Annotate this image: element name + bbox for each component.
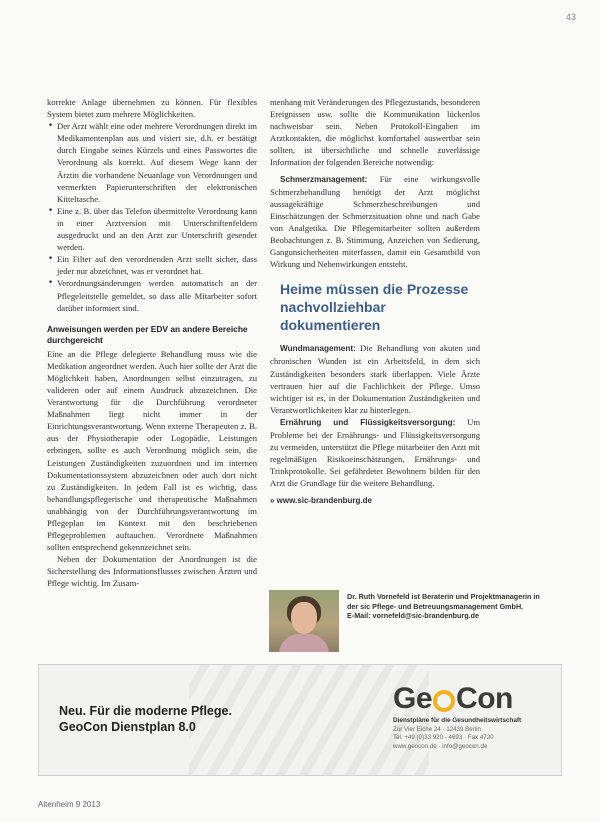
author-bio <box>347 592 547 621</box>
brand-wordmark <box>393 683 543 715</box>
schmerz-text: Für eine wirkungsvolle Schmerzbehandlung benötigt der Arzt möglichst aussagekräftige Schmerzbeschreibungen und Einschätzungen der Schmerzsituation ohne und nach Gabe von Analgetika. Die Pflegemitarbeiter sollten außerdem Beobachtungen z. B. Stimmung, Anzeichen von Sedierung, Gangunsicherheiten miterfassen, damit ein Gesamtbild von Wirkung und Nebenwirkungen entsteht. <box>270 173 480 270</box>
geocon-advertisement[interactable] <box>38 664 562 776</box>
author-photo <box>269 590 339 652</box>
left-column <box>47 96 257 590</box>
right-intro: menhang mit Veränderungen des Pflegezustands, besonderen Ereignissen usw. sollte die Kommunikation lückenlos nachweisbar sein. Neben Protokoll-Eingaben im Arztkontakten, die möglichst komfortabel auswertbar sein sollten, ist übersichtliche und schnelle zuverlässige Information der folgenden Bereiche notwendig: <box>270 97 480 168</box>
schmerz-heading: Schmerzmanagement: <box>280 174 368 184</box>
schmerz-paragraph <box>270 173 480 271</box>
brand-contact <box>393 726 543 751</box>
ernaehrung-heading: Ernährung und Flüssigkeitsversorgung: <box>280 417 456 427</box>
brand-left: Ge <box>393 682 433 715</box>
ad-line-1: Neu. Für die moderne Pflege. <box>59 704 232 718</box>
bullet-list <box>47 120 257 314</box>
wund-paragraph <box>270 342 480 416</box>
wund-text: Die Behandlung von akuten und chronischen Wunden ist ein Arbeitsfeld, in dem sich Zuständigkeiten besonders stark überlappen. Viele Ärzte vertrauen hier auf die Fachlichkeit der Pflege. Umso wichtiger ist es, in der Dokumentation Zuständigkeiten und Verantwortlichkeiten klar zu hinterlegen. <box>270 343 480 415</box>
ad-line-2: GeoCon Dienstplan 8.0 <box>59 720 196 734</box>
section-subhead: Anweisungen werden per EDV an andere Bereiche durchgereicht <box>47 323 248 345</box>
geocon-logo <box>393 683 543 751</box>
bullet-item: • Eine z. B. über das Telefon übermittelte Verordnung kann in einer Arztversion mit Unterschriftenfeldern ausgedruckt und an den Arzt zur Unterschrift gesendet werden. <box>57 205 257 253</box>
brand-right: Con <box>456 682 513 715</box>
page-footer: Altenheim 9 2013 <box>38 800 101 809</box>
body-paragraph: Eine an die Pflege delegierte Behandlung muss wie die Medikation angeordnet werden. Auch hier sollte der Arzt die Möglichkeit haben, Anordnungen selbst einzutragen, zu valideren oder auf einem Ausdruck abzuzeichnen. Die Verantwortung für die Durchführung verordneter Maßnahmen liegt nicht immer in der Einrichtungsverantwortung. Wenn externe Therapeuten z. B. aus der Physiotherapie oder Logopädie, Leistungen erbringen, sollte es auch Verordnung möglich sein, die Leistungen Zuständigkeiten zuzuordnen und im internen Dokumentationssystem abzuzeichnen oder auch dort nicht zu Zuständigkeiten. In jedem Fall ist es wichtig, dass behandlungspflegerische und therapeutische Maßnahmen unabhängig von der Durchführungsverantwortung im Pflegeplan im Kontext mit den beschriebenen Pflegeproblemen auftauchen. Verordnete Maßnahmen sollten entsprechend gekennzeichnet sein. <box>47 348 257 553</box>
author-bio-line: Dr. Ruth Vornefeld ist Beraterin und Projektmanagerin in der sic Pflege- und Betreuungsmanagement GmbH. <box>347 592 540 611</box>
website-link[interactable]: » www.sic-brandenburg.de <box>270 496 372 506</box>
wund-heading: Wundmanagement: <box>280 344 356 354</box>
contact-line: Zur Vier Eiche 24 · 12439 Berlin <box>393 726 481 733</box>
closing-paragraph: Neben der Dokumentation der Anordnungen ist die Sicherstellung des Informationsflusses zwischen Ärzten und Pflege wichtig. Im Zusam- <box>47 554 257 589</box>
ernaehrung-paragraph <box>270 416 480 490</box>
contact-line: Tel. +49 (0)33 920 - 4693 · Fax 4720 <box>393 734 494 742</box>
author-email[interactable]: E-Mail: vornefeld@sic-brandenburg.de <box>347 611 480 621</box>
pull-headline: Heime müssen die Prozesse nachvollziehbar dokumentieren <box>280 281 469 334</box>
ad-slogan <box>59 703 232 735</box>
bullet-item: • Der Arzt wählt eine oder mehrere Verordnungen direkt im Medikamentenplan aus und visiert sie, d.h. er bestätigt durch Eingabe seines Kürzels und eines Passwortes die Verordnung als korrekt. Auf diesem Wege kann der Ärztin die vorhandene Neuanlage von Verordnungen und vermerkten Papierunterschriften der elektronischen Kitteltasche. <box>57 120 257 205</box>
ernaehrung-text: Um Probleme bei der Ernährungs- und Flüssigkeitsversorgung zu vermeiden, unterstützt die Pflege mitarbeiter den Arzt mit regelmäßigen Risikoeinschätzungen, Ernährungs- und Trinkprotokolle. Sei gefährdeter Bewohnern bilden für den Arzt die Grundlage für die weitere Behandlung. <box>270 416 480 489</box>
contact-line[interactable]: www.geocon.de · info@geocon.de <box>393 742 488 750</box>
right-column <box>270 96 480 508</box>
brand-tagline: Dienstpläne für die Gesundheitswirtschaft <box>393 717 522 724</box>
brand-ring-icon <box>433 690 455 712</box>
page-number: 43 <box>565 12 576 22</box>
bullet-item: • Ein Filter auf den verordnenden Arzt stellt sicher, dass jeder nur abzeichnet, was er verordnet hat. <box>57 253 257 277</box>
left-intro: korrekte Anlage übernehmen zu können. Für flexibles System bietet zum mehrere Möglichkeiten. <box>47 97 257 120</box>
author-box <box>269 590 559 652</box>
bullet-item: • Verordnungsänderungen werden automatisch an der Pflegeleitstelle gemeldet, so dass alle Mitarbeiter sofort darüber informiert sind. <box>57 277 257 313</box>
